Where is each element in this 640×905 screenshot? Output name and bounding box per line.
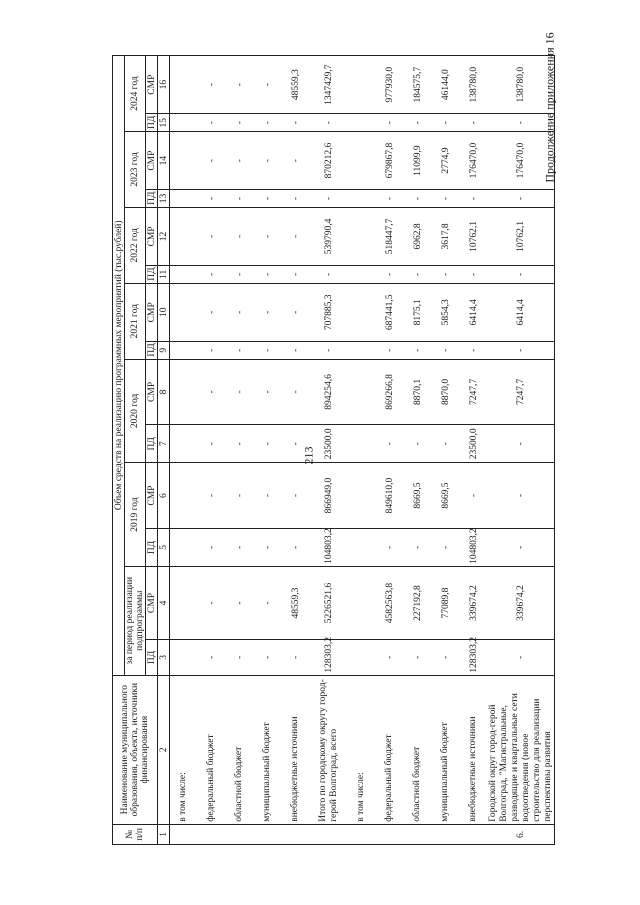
continuation-header: Продолжение приложения 16 [542, 32, 557, 183]
header-smr: СМР [146, 283, 158, 341]
table-cell: - [488, 266, 555, 284]
table-cell: - [198, 266, 226, 284]
table-cell [348, 283, 376, 341]
row-name: муниципальный бюджет [254, 675, 282, 824]
header-pd: ПД [146, 425, 158, 463]
table-cell: - [432, 425, 460, 463]
table-cell: 2774,9 [432, 132, 460, 190]
table-cell: 8175,1 [404, 283, 432, 341]
table-cell: - [254, 528, 282, 566]
table-cell: 104803,2 [460, 528, 488, 566]
header-pd: ПД [146, 266, 158, 284]
header-smr: СМР [146, 56, 158, 114]
table-cell: - [460, 190, 488, 208]
table-cell: 5226521,6 [310, 566, 348, 639]
table-row [310, 56, 348, 845]
column-number: 3 [158, 640, 170, 675]
table-cell: 128303,2 [460, 640, 488, 675]
table-cell: - [282, 528, 310, 566]
table-cell: - [226, 640, 254, 675]
table-cell: - [254, 56, 282, 114]
table-cell: 138780,0 [460, 56, 488, 114]
header-pd: ПД [146, 528, 158, 566]
table-cell: 339674,2 [460, 566, 488, 639]
table-cell: - [226, 463, 254, 529]
table-cell: - [488, 640, 555, 675]
table-cell: 23500,0 [310, 425, 348, 463]
row-name: Итого по городскому округу город-герой Волгоград, всего [310, 675, 348, 824]
table-cell: - [226, 56, 254, 114]
table-cell: - [254, 114, 282, 132]
header-name: Наименование муниципального образования, объекта, источники финансирования [113, 675, 158, 824]
row-name: в том числе: [348, 675, 376, 824]
table-cell [348, 425, 376, 463]
table-cell: - [198, 359, 226, 425]
table-cell: 8669,5 [432, 463, 460, 529]
table-cell: - [226, 266, 254, 284]
table-cell: 977930,0 [376, 56, 404, 114]
table-cell [170, 190, 198, 208]
column-number: 8 [158, 359, 170, 425]
table-cell [348, 114, 376, 132]
table-row [348, 56, 376, 845]
table-cell [348, 190, 376, 208]
table-cell: - [198, 528, 226, 566]
row-name: внебюджетные источники [282, 675, 310, 824]
header-smr: СМР [146, 207, 158, 265]
column-number: 2 [158, 675, 170, 824]
table-cell: 227192,8 [404, 566, 432, 639]
table-cell [348, 463, 376, 529]
table-row [460, 56, 488, 845]
table-cell: - [254, 132, 282, 190]
table-cell: - [226, 114, 254, 132]
table-cell: - [432, 528, 460, 566]
column-number: 13 [158, 190, 170, 208]
table-row [282, 56, 310, 845]
table-cell [348, 207, 376, 265]
table-cell: - [226, 132, 254, 190]
table-cell: 3617,8 [432, 207, 460, 265]
table-cell: 7247,7 [460, 359, 488, 425]
table-row [404, 56, 432, 845]
table-cell: 8669,5 [404, 463, 432, 529]
table-cell: - [198, 463, 226, 529]
table-cell: - [254, 266, 282, 284]
row-num: 6. [488, 824, 555, 844]
header-year: 2022 год [125, 207, 146, 283]
table-cell: - [282, 463, 310, 529]
table-cell: - [432, 114, 460, 132]
row-num [348, 824, 376, 844]
table-cell [170, 114, 198, 132]
budget-table [112, 55, 555, 845]
table-cell: 518447,7 [376, 207, 404, 265]
table-cell: - [282, 190, 310, 208]
table-cell: - [460, 463, 488, 529]
table-cell: 48559,3 [282, 566, 310, 639]
table-cell [170, 640, 198, 675]
table-cell: - [404, 640, 432, 675]
table-cell: 6414,4 [460, 283, 488, 341]
row-num [226, 824, 254, 844]
table-cell: - [282, 266, 310, 284]
table-cell: - [488, 341, 555, 359]
column-number: 15 [158, 114, 170, 132]
table-cell: - [226, 425, 254, 463]
table-cell [170, 528, 198, 566]
row-num [282, 824, 310, 844]
table-cell [170, 566, 198, 639]
header-year: 2023 год [125, 132, 146, 208]
table-cell: - [460, 341, 488, 359]
table-cell: - [376, 528, 404, 566]
table-cell: - [254, 341, 282, 359]
table-cell: 48559,3 [282, 56, 310, 114]
column-number: 7 [158, 425, 170, 463]
table-cell: 10762,1 [460, 207, 488, 265]
header-year: 2019 год [125, 463, 146, 567]
row-num [376, 824, 404, 844]
table-cell: - [226, 566, 254, 639]
header-smr: СМР [146, 566, 158, 639]
table-cell [348, 359, 376, 425]
row-num [460, 824, 488, 844]
table-row [198, 56, 226, 845]
table-row [488, 56, 555, 845]
table-cell: - [282, 359, 310, 425]
table-cell: 687441,5 [376, 283, 404, 341]
table-row [170, 56, 198, 845]
table-cell [348, 266, 376, 284]
table-cell: 46144,0 [432, 56, 460, 114]
table-cell: 128303,2 [310, 640, 348, 675]
table-cell: - [198, 132, 226, 190]
table-cell: - [226, 341, 254, 359]
table-row [432, 56, 460, 845]
header-pd: ПД [146, 114, 158, 132]
table-cell: 870212,6 [310, 132, 348, 190]
column-number: 1 [158, 824, 170, 844]
table-cell: 138780,0 [488, 56, 555, 114]
table-cell: - [282, 207, 310, 265]
table-cell: - [310, 266, 348, 284]
table-cell: - [198, 190, 226, 208]
header-pd: ПД [146, 341, 158, 359]
table-cell: - [460, 114, 488, 132]
table-cell: - [310, 190, 348, 208]
table-cell [170, 56, 198, 114]
table-cell [170, 341, 198, 359]
table-cell: - [226, 207, 254, 265]
table-cell: - [198, 114, 226, 132]
table-cell: 104803,2 [310, 528, 348, 566]
table-cell: 10762,1 [488, 207, 555, 265]
table-cell: 176470,0 [460, 132, 488, 190]
table-cell: - [282, 425, 310, 463]
table-cell: - [432, 266, 460, 284]
table-cell: - [376, 640, 404, 675]
table-cell: 707885,3 [310, 283, 348, 341]
header-period: за период реализации подпрограммы [125, 566, 146, 675]
table-cell: - [198, 56, 226, 114]
table-cell [348, 341, 376, 359]
table-cell: - [404, 266, 432, 284]
table-cell: 176470,0 [488, 132, 555, 190]
header-year: 2021 год [125, 283, 146, 359]
table-cell: 8870,0 [432, 359, 460, 425]
table-cell [348, 640, 376, 675]
column-number: 11 [158, 266, 170, 284]
table-cell [348, 528, 376, 566]
table-cell: - [254, 566, 282, 639]
table-cell: - [376, 114, 404, 132]
column-number: 9 [158, 341, 170, 359]
header-pd: ПД [146, 190, 158, 208]
table-cell: - [376, 266, 404, 284]
table-cell: 894254,6 [310, 359, 348, 425]
table-cell: - [254, 207, 282, 265]
row-num [170, 824, 198, 844]
row-name: федеральный бюджет [376, 675, 404, 824]
table-cell: - [376, 190, 404, 208]
table-cell [348, 566, 376, 639]
table-cell: - [226, 190, 254, 208]
table-cell: - [404, 190, 432, 208]
column-number: 12 [158, 207, 170, 265]
table-cell: - [198, 425, 226, 463]
table-cell: - [282, 114, 310, 132]
table-cell: - [404, 528, 432, 566]
header-volume: Объем средств на реализацию программных мероприятий (тыс.рублей) [113, 56, 125, 676]
table-cell: - [488, 463, 555, 529]
table-row [376, 56, 404, 845]
column-number: 14 [158, 132, 170, 190]
table-cell: 5854,3 [432, 283, 460, 341]
table-cell: - [404, 114, 432, 132]
table-row [254, 56, 282, 845]
column-number: 6 [158, 463, 170, 529]
header-smr: СМР [146, 359, 158, 425]
table-cell [170, 266, 198, 284]
table-cell: - [254, 283, 282, 341]
header-year: 2024 год [125, 56, 146, 132]
table-cell: - [254, 359, 282, 425]
table-cell: - [404, 341, 432, 359]
table-cell: - [282, 132, 310, 190]
table-cell: 849610,0 [376, 463, 404, 529]
table-cell: - [432, 341, 460, 359]
table-cell [348, 132, 376, 190]
row-name: областной бюджет [226, 675, 254, 824]
table-cell: - [310, 114, 348, 132]
header-smr: СМР [146, 463, 158, 529]
table-cell: - [198, 566, 226, 639]
column-number: 16 [158, 56, 170, 114]
table-cell: - [488, 528, 555, 566]
row-name: внебюджетные источники [460, 675, 488, 824]
table-cell: - [254, 463, 282, 529]
table-cell: 869266,8 [376, 359, 404, 425]
table-cell: 4582563,8 [376, 566, 404, 639]
table-cell: 6962,8 [404, 207, 432, 265]
table-cell: - [254, 190, 282, 208]
header-num: № п/п [113, 824, 158, 844]
table-cell: - [226, 528, 254, 566]
table-cell: 7247,7 [488, 359, 555, 425]
table-cell: 77089,8 [432, 566, 460, 639]
table-cell: - [432, 190, 460, 208]
table-cell: - [226, 359, 254, 425]
header-smr: СМР [146, 132, 158, 190]
table-cell [170, 463, 198, 529]
table-cell: - [460, 266, 488, 284]
column-number: 5 [158, 528, 170, 566]
row-num [432, 824, 460, 844]
row-num [254, 824, 282, 844]
column-number: 10 [158, 283, 170, 341]
table-cell: - [198, 341, 226, 359]
table-cell: - [198, 283, 226, 341]
row-name: Городской округ город-герой Волгоград, "Магистральные, разводящие и квартальные сети водоотведения (новое строительство для реализации перспективы развития [488, 675, 555, 824]
header-year: 2020 год [125, 359, 146, 463]
table-cell: - [282, 341, 310, 359]
table-cell: - [226, 283, 254, 341]
table-cell: - [376, 425, 404, 463]
table-cell [170, 283, 198, 341]
table-cell: - [198, 640, 226, 675]
table-cell: - [488, 425, 555, 463]
table-cell: - [432, 640, 460, 675]
table-cell: - [254, 640, 282, 675]
row-num [404, 824, 432, 844]
table-cell: - [404, 425, 432, 463]
table-cell: - [282, 283, 310, 341]
row-num [198, 824, 226, 844]
table-cell: - [282, 640, 310, 675]
table-cell [170, 359, 198, 425]
table-cell: 679867,8 [376, 132, 404, 190]
table-cell: 866949,0 [310, 463, 348, 529]
table-cell: 8870,1 [404, 359, 432, 425]
table-cell: - [376, 341, 404, 359]
column-number: 4 [158, 566, 170, 639]
table-cell: 1347429,7 [310, 56, 348, 114]
table-cell: 339674,2 [488, 566, 555, 639]
row-name: областной бюджет [404, 675, 432, 824]
table-cell: - [488, 114, 555, 132]
table-cell: 539790,4 [310, 207, 348, 265]
table-cell: - [198, 207, 226, 265]
row-name: федеральный бюджет [198, 675, 226, 824]
table-cell [170, 207, 198, 265]
row-num [310, 824, 348, 844]
row-name: в том числе: [170, 675, 198, 824]
table-cell: 23500,0 [460, 425, 488, 463]
table-cell: - [254, 425, 282, 463]
table-cell [170, 132, 198, 190]
table-cell: 11099,9 [404, 132, 432, 190]
table-cell [348, 56, 376, 114]
row-name: муниципальный бюджет [432, 675, 460, 824]
table-cell: - [488, 190, 555, 208]
page-number: 213 [301, 446, 316, 465]
header-pd: ПД [146, 640, 158, 675]
table-cell [170, 425, 198, 463]
table-cell: 6414,4 [488, 283, 555, 341]
table-cell: - [310, 341, 348, 359]
table-row [226, 56, 254, 845]
table-cell: 184575,7 [404, 56, 432, 114]
